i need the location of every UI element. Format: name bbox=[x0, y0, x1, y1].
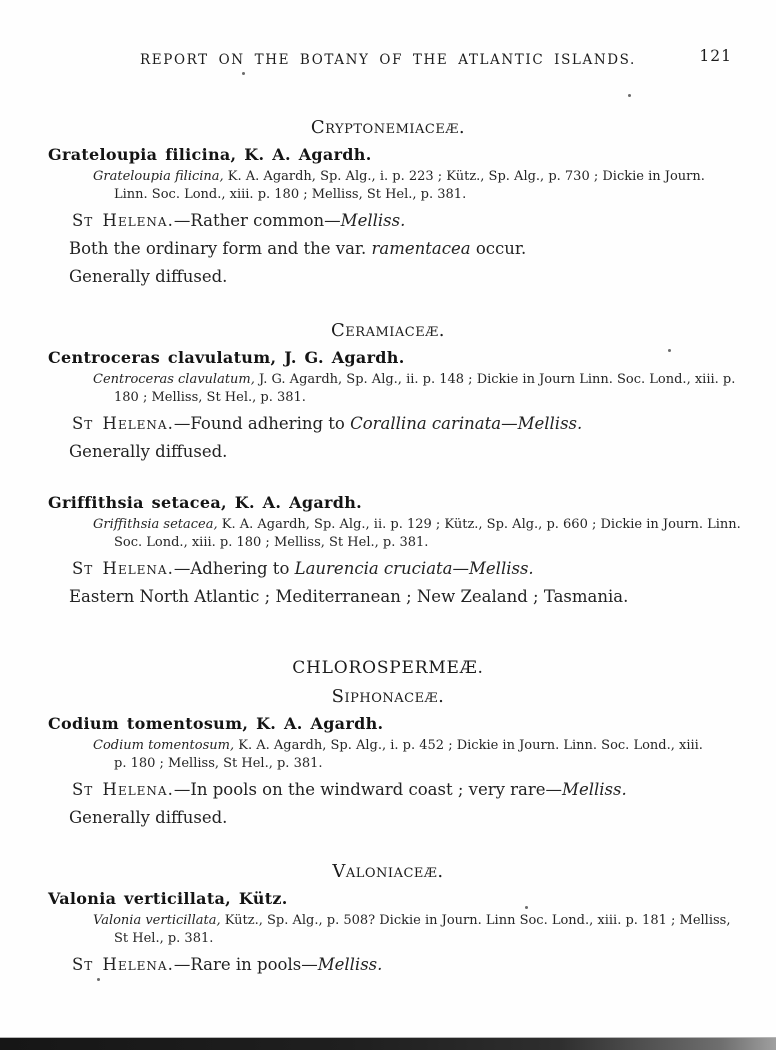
citation-line bbox=[93, 389, 766, 407]
family-heading: Valoniaceæ. bbox=[332, 861, 444, 882]
species-heading: Centroceras clavulatum, J. G. Agardh. bbox=[48, 348, 405, 367]
plain-text: K. A. Agardh, Sp. Alg., ii. p. 129 ; Kütz., Sp. Alg., p. 660 ; Dickie in Journ. Linn. bbox=[217, 517, 741, 532]
plain-text: J. G. Agardh, Sp. Alg., ii. p. 148 ; Dickie in Journ Linn. Soc. Lond., xiii. p. bbox=[254, 372, 736, 387]
section-gap bbox=[0, 608, 776, 658]
plain-text: Eastern North Atlantic ; Mediterranean ; New Zealand ; Tasmania. bbox=[69, 587, 629, 606]
plain-text: —In pools on the windward coast ; very rare— bbox=[173, 780, 563, 799]
italic-text: Corallina carinata—Melliss. bbox=[350, 414, 583, 433]
citation-line bbox=[93, 755, 766, 773]
running-header bbox=[0, 0, 776, 68]
family-heading: Siphonaceæ. bbox=[331, 686, 445, 707]
species-heading: Grateloupia filicina, K. A. Agardh. bbox=[48, 145, 372, 164]
species-heading: Codium tomentosum, K. A. Agardh. bbox=[48, 714, 384, 733]
species-heading: Valonia verticillata, Kütz. bbox=[48, 889, 288, 908]
italic-text: Melliss. bbox=[317, 955, 383, 974]
scan-speck bbox=[628, 94, 631, 97]
locality-line bbox=[72, 953, 776, 976]
plain-text: —Found adhering to bbox=[173, 414, 351, 433]
citation bbox=[93, 737, 766, 772]
section-gap bbox=[0, 288, 776, 321]
plain-text: occur. bbox=[470, 239, 527, 258]
plain-text: K. A. Agardh, Sp. Alg., i. p. 223 ; Kütz., Sp. Alg., p. 730 ; Dickie in Journ. bbox=[223, 169, 705, 184]
smallcaps-text: St Helena. bbox=[72, 780, 174, 799]
plain-text: Kütz., Sp. Alg., p. 508? Dickie in Journ. Linn Soc. Lond., xiii. p. 181 ; Melliss, bbox=[220, 913, 731, 928]
plain-text: Both the ordinary form and the var. bbox=[69, 239, 372, 258]
italic-text: Melliss. bbox=[340, 211, 406, 230]
plain-text: Generally diffused. bbox=[69, 808, 228, 827]
plain-text: p. 180 ; Melliss, St Hel., p. 381. bbox=[114, 755, 323, 771]
locality-line bbox=[72, 412, 776, 435]
plain-text: Generally diffused. bbox=[69, 267, 228, 286]
citation bbox=[93, 168, 766, 203]
italic-text: Melliss. bbox=[562, 780, 627, 799]
body-line bbox=[69, 440, 776, 463]
scan-edge-shadow bbox=[0, 1037, 776, 1050]
italic-text: Codium tomentosum, bbox=[93, 738, 235, 753]
citation-line bbox=[93, 534, 766, 552]
body-line bbox=[69, 585, 776, 608]
body-line bbox=[69, 806, 776, 829]
citation-line bbox=[93, 516, 766, 534]
scan-speck bbox=[242, 72, 245, 75]
plain-text: —Rather common— bbox=[173, 211, 341, 230]
body-line bbox=[69, 237, 776, 260]
citation-line bbox=[93, 912, 766, 930]
italic-text: Griffithsia setacea, bbox=[93, 517, 218, 532]
plain-text: 180 ; Melliss, St Hel., p. 381. bbox=[114, 389, 306, 405]
plain-text: Linn. Soc. Lond., xiii. p. 180 ; Melliss, St Hel., p. 381. bbox=[114, 186, 467, 202]
locality-line bbox=[72, 778, 776, 801]
plain-text: Generally diffused. bbox=[69, 442, 228, 461]
order-heading: CHLOROSPERMEÆ. bbox=[292, 658, 484, 678]
section-gap bbox=[0, 68, 776, 118]
italic-text: Centroceras clavulatum, bbox=[93, 372, 255, 387]
scan-speck bbox=[668, 349, 671, 352]
plain-text: —Adhering to bbox=[173, 559, 295, 578]
citation-line bbox=[93, 737, 766, 755]
smallcaps-text: St Helena. bbox=[72, 559, 174, 578]
italic-text: Valonia verticillata, bbox=[93, 913, 221, 928]
plain-text: —Rare in pools— bbox=[173, 955, 318, 974]
italic-text: ramentacea bbox=[371, 239, 471, 258]
plain-text: K. A. Agardh, Sp. Alg., i. p. 452 ; Dickie in Journ. Linn. Soc. Lond., xiii. bbox=[234, 738, 703, 753]
italic-text: Laurencia cruciata—Melliss. bbox=[294, 559, 534, 578]
page-blocks bbox=[0, 68, 776, 976]
section-gap bbox=[0, 463, 776, 486]
locality-line bbox=[72, 557, 776, 580]
citation bbox=[93, 371, 766, 406]
citation bbox=[93, 516, 766, 551]
body-line bbox=[69, 265, 776, 288]
citation-line bbox=[93, 930, 766, 948]
locality-line bbox=[72, 209, 776, 232]
page-number: 121 bbox=[699, 47, 732, 65]
family-heading: Ceramiaceæ. bbox=[331, 320, 445, 341]
family-heading: Cryptonemiaceæ. bbox=[310, 117, 466, 138]
citation bbox=[93, 912, 766, 947]
citation-line bbox=[93, 186, 766, 204]
citation-line bbox=[93, 371, 766, 389]
scan-speck bbox=[525, 906, 528, 909]
smallcaps-text: St Helena. bbox=[72, 955, 174, 974]
scan-speck bbox=[97, 978, 100, 981]
smallcaps-text: St Helena. bbox=[72, 414, 174, 433]
section-gap bbox=[0, 829, 776, 862]
smallcaps-text: St Helena. bbox=[72, 211, 174, 230]
species-heading: Griffithsia setacea, K. A. Agardh. bbox=[48, 493, 363, 512]
page-title: REPORT ON THE BOTANY OF THE ATLANTIC ISLANDS. bbox=[140, 52, 636, 68]
plain-text: St Hel., p. 381. bbox=[114, 930, 214, 946]
italic-text: Grateloupia filicina, bbox=[93, 169, 224, 184]
plain-text: Soc. Lond., xiii. p. 180 ; Melliss, St Hel., p. 381. bbox=[114, 534, 429, 550]
citation-line bbox=[93, 168, 766, 186]
